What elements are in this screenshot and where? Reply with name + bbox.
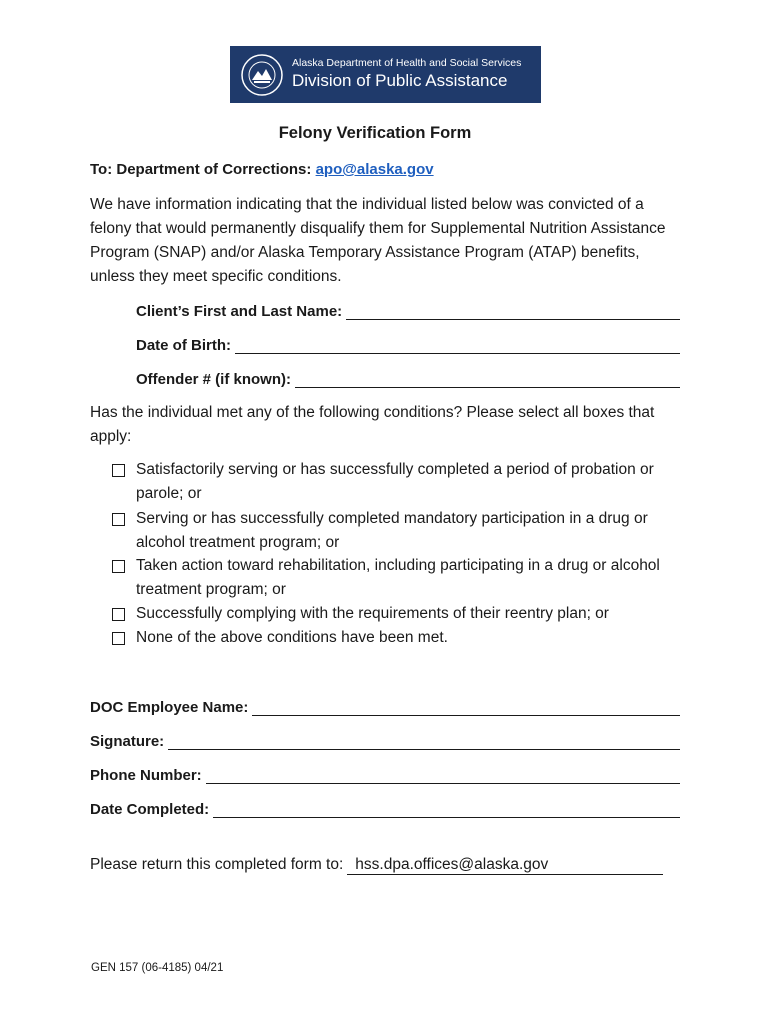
condition-item	[112, 507, 692, 555]
condition-text: Taken action toward rehabilitation, including participating in a drug or alcohol treatment program; or	[136, 557, 660, 598]
condition-text: Satisfactorily serving or has successfully completed a period of probation or parole; or	[136, 461, 654, 502]
field-label: DOC Employee Name:	[90, 699, 249, 716]
field-label: Offender # (if known):	[136, 371, 291, 388]
condition-checkbox[interactable]	[112, 632, 125, 645]
doc-employee-name-line[interactable]	[252, 699, 680, 716]
form-code: GEN 157 (06-4185) 04/21	[91, 962, 224, 974]
condition-item	[112, 626, 692, 650]
field-label: Client’s First and Last Name:	[136, 303, 343, 320]
state-seal-icon	[240, 53, 284, 97]
to-line	[90, 161, 434, 178]
condition-checkbox[interactable]	[112, 560, 125, 573]
header-banner	[230, 46, 541, 103]
condition-text: Serving or has successfully completed mandatory participation in a drug or alcohol treatment program; or	[136, 510, 648, 551]
offender-number-line[interactable]	[295, 371, 680, 388]
date-completed-field[interactable]	[90, 796, 680, 818]
return-label: Please return this completed form to:	[90, 856, 344, 873]
form-title: Felony Verification Form	[278, 124, 472, 142]
intro-paragraph: We have information indicating that the individual listed below was convicted of a felony that would permanently disqualify them for Supplemental Nutrition Assistance Program (SNAP) and/or Alaska Temporary Assistance Program (ATAP) benefits, unless they meet specific conditions.	[90, 196, 666, 285]
condition-checkbox[interactable]	[112, 608, 125, 621]
condition-item	[112, 554, 692, 602]
header-department: Alaska Department of Health and Social Services	[292, 57, 522, 70]
field-label: Phone Number:	[90, 767, 202, 784]
condition-checkbox[interactable]	[112, 513, 125, 526]
date-of-birth-field[interactable]	[136, 332, 680, 354]
field-label: Date of Birth:	[136, 337, 231, 354]
header-division: Division of Public Assistance	[292, 70, 508, 90]
client-name-field[interactable]	[136, 298, 680, 320]
phone-number-field[interactable]	[90, 762, 680, 784]
conditions-question: Has the individual met any of the following conditions? Please select all boxes that apply:	[90, 404, 655, 445]
condition-text: Successfully complying with the requirements of their reentry plan; or	[136, 605, 609, 622]
condition-item	[112, 602, 692, 626]
doc-employee-name-field[interactable]	[90, 694, 680, 716]
signature-field[interactable]	[90, 728, 680, 750]
field-label: Date Completed:	[90, 801, 210, 818]
condition-checkbox[interactable]	[112, 464, 125, 477]
offender-number-field[interactable]	[136, 366, 680, 388]
date-of-birth-line[interactable]	[235, 337, 680, 354]
return-instruction	[90, 856, 663, 875]
to-email-link[interactable]: apo@alaska.gov	[315, 161, 434, 178]
phone-number-line[interactable]	[206, 767, 680, 784]
signature-line[interactable]	[168, 733, 680, 750]
condition-item	[112, 458, 692, 506]
return-email[interactable]: hss.dpa.offices@alaska.gov	[347, 856, 663, 875]
condition-text: None of the above conditions have been met.	[136, 629, 448, 646]
client-name-line[interactable]	[346, 303, 680, 320]
date-completed-line[interactable]	[213, 801, 680, 818]
field-label: Signature:	[90, 733, 165, 750]
to-label: To: Department of Corrections:	[90, 161, 316, 178]
